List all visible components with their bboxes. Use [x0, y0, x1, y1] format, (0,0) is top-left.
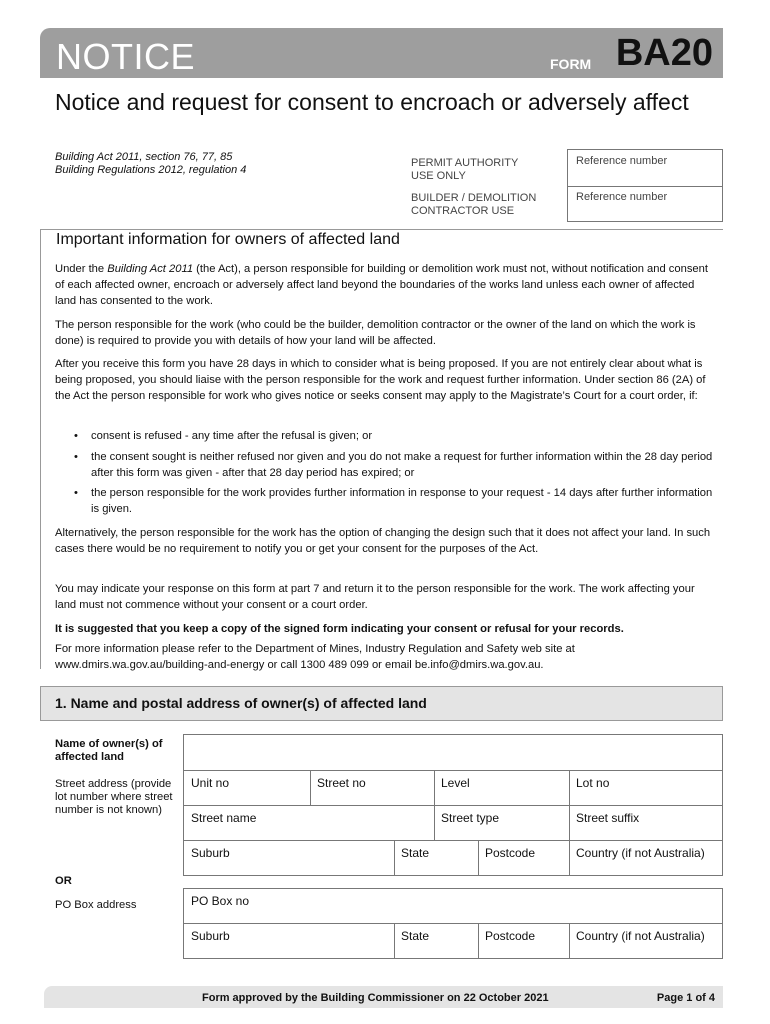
section-1-title: 1. Name and postal address of owner(s) of affected land: [55, 695, 427, 711]
list-item: • the consent sought is neither refused nor given and you do not make a request for further information within the 28 day period after this form was given - after that 28 day period has expired; or: [74, 450, 713, 479]
owner-names-label: Name of owner(s) of affected land: [55, 738, 163, 763]
owner-name-field[interactable]: [184, 735, 722, 770]
form-header-banner: [40, 28, 723, 78]
info-paragraph-1: Under the Building Act 2011 (the Act), a person responsible for building or demolition work must not, without notification and consent of each affected owner, encroach or adversely affect land beyond the boundaries of the works land unless each owner of affected land has consented to the work.: [55, 263, 708, 307]
bullet-icon: •: [74, 487, 78, 500]
approval-note: Form approved by the Building Commissioner on 22 October 2021: [202, 992, 549, 1004]
permit-reference-number-field[interactable]: Reference number: [576, 155, 668, 167]
section-1-header: [40, 686, 723, 721]
street-name-field[interactable]: Street name: [191, 811, 257, 825]
page-number: Page 1 of 4: [656, 992, 715, 1004]
unit-no-field[interactable]: Unit no: [191, 776, 230, 790]
street-no-field[interactable]: Street no: [317, 776, 366, 790]
info-paragraph-2: The person responsible for the work (who could be the builder, demolition contractor or the owner of the land on which the work is done) is required to provide you with details of how your land will be affected.: [55, 319, 696, 347]
owner-address-grid: [183, 734, 723, 876]
street-suffix-field[interactable]: Street suffix: [576, 811, 640, 825]
info-bullet-list: [55, 429, 713, 523]
suburb-field[interactable]: Suburb: [191, 846, 230, 860]
bullet-icon: •: [74, 430, 78, 442]
info-paragraph-keep-copy: It is suggested that you keep a copy of the signed form indicating your consent or refusal for your records.: [55, 623, 624, 635]
street-type-field[interactable]: Street type: [441, 811, 500, 825]
reference-number-box: [567, 149, 723, 222]
or-label: OR: [55, 875, 72, 887]
po-box-grid: [183, 888, 723, 959]
list-item: • the person responsible for the work provides further information in response to your request - 14 days after further information is given.: [74, 487, 713, 516]
po-postcode-field[interactable]: Postcode: [485, 929, 536, 943]
builder-reference-number-field[interactable]: Reference number: [576, 191, 668, 203]
permit-authority-use-label: PERMIT AUTHORITY USE ONLY: [411, 157, 519, 182]
country-field[interactable]: Country (if not Australia): [576, 846, 705, 860]
po-box-address-label: PO Box address: [55, 899, 137, 911]
po-box-no-field[interactable]: PO Box no: [191, 894, 250, 908]
reference-regulation: Building Regulations 2012, regulation 4: [55, 164, 247, 176]
postcode-field[interactable]: Postcode: [485, 846, 536, 860]
info-paragraph-4: Alternatively, the person responsible for the work has the option of changing the design such that it does not affect your land. In such cases there would be no requirement to notify you or get your consent for the purposes of the Act.: [55, 527, 711, 555]
info-paragraph-3: After you receive this form you have 28 days in which to consider what is being proposed. If you are not entirely clear about what is being proposed, you should liaise with the person responsible for the work and request further information. Under section 86 (2A) of the Act the person responsible for work who gives notice or seeks consent may apply to the Magistrate’s Court for a court order, if:: [55, 358, 706, 402]
po-country-field[interactable]: Country (if not Australia): [576, 929, 705, 943]
document-title: Notice and request for consent to encroach or adversely affect: [55, 89, 689, 115]
state-field[interactable]: State: [401, 846, 430, 860]
notice-heading: NOTICE: [56, 36, 196, 77]
lot-no-field[interactable]: Lot no: [576, 776, 610, 790]
info-heading: Important information for owners of affected land: [56, 231, 400, 248]
page-footer: [44, 986, 723, 1008]
po-state-field[interactable]: State: [401, 929, 430, 943]
po-suburb-field[interactable]: Suburb: [191, 929, 230, 943]
form-label: FORM: [550, 56, 592, 72]
reference-act: Building Act 2011, section 76, 77, 85: [55, 151, 233, 163]
street-address-label: Street address (provide lot number where street number is not known): [55, 778, 173, 816]
form-code: BA20: [615, 32, 713, 74]
info-paragraph-contact: For more information please refer to the Department of Mines, Industry Regulation and Safety web site at www.dmirs.wa.gov.au/building-and-energy or call 1300 489 099 or email be.info@dmirs.wa.gov.au.: [55, 643, 575, 671]
legislation-references: [55, 151, 246, 177]
info-paragraph-5: You may indicate your response on this form at part 7 and return it to the person responsible for the work. The work affecting your land must not commence without your consent or a court order.: [55, 583, 695, 611]
list-item: • consent is refused - any time after the refusal is given; or: [55, 429, 713, 445]
bullet-icon: •: [74, 450, 78, 463]
level-field[interactable]: Level: [441, 776, 470, 790]
divider: [568, 186, 722, 187]
builder-use-label: BUILDER / DEMOLITION CONTRACTOR USE: [411, 192, 537, 217]
